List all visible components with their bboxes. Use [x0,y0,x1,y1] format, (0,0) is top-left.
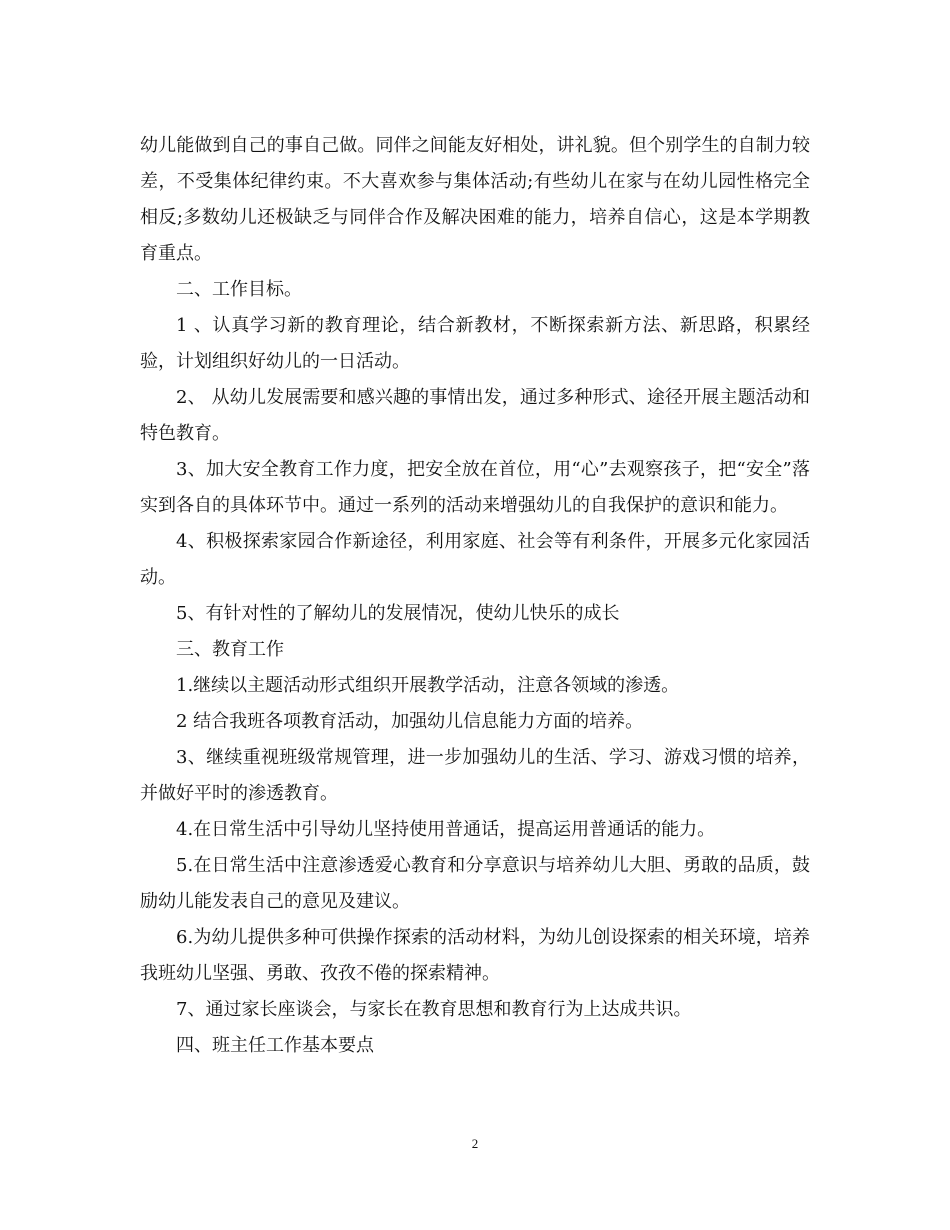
education-item-4: 4.在日常生活中引导幼儿坚持使用普通话，提高运用普通话的能力。 [176,819,716,840]
education-item-6: 6.为幼儿提供多种可供操作探索的活动材料，为幼儿创设探索的相关环境，培养我班幼儿坚强、勇敢、孜孜不倦的探索精神。 [140,927,810,984]
education-item-7: 7、通过家长座谈会，与家长在教育思想和教育行为上达成共识。 [176,999,692,1020]
goal-item-4: 4、积极探索家园合作新途径，利用家庭、社会等有利条件，开展多元化家园活动。 [140,531,810,588]
goal-item-5: 5、有针对性的了解幼儿的发展情况，使幼儿快乐的成长 [176,603,620,624]
education-item-2: 2 结合我班各项教育活动，加强幼儿信息能力方面的培养。 [176,711,644,732]
education-item-1: 1.继续以主题活动形式组织开展教学活动，注意各领域的渗透。 [176,675,680,696]
education-item-3: 3、继续重视班级常规管理，进一步加强幼儿的生活、学习、游戏习惯的培养，并做好平时的渗透教育。 [140,747,810,804]
document-body [140,128,810,1064]
section-heading-education-work: 三、教育工作 [176,639,284,660]
goal-item-3: 3、加大安全教育工作力度，把安全放在首位，用“心”去观察孩子，把“安全”落实到各自的具体环节中。通过一系列的活动来增强幼儿的自我保护的意识和能力。 [140,459,810,516]
page-number: 2 [471,1136,479,1151]
section-heading-work-goals: 二、工作目标。 [176,279,302,300]
goal-item-2: 2、 从幼儿发展需要和感兴趣的事情出发，通过多种形式、途径开展主题活动和特色教育。 [140,387,810,444]
goal-item-1: 1 、认真学习新的教育理论，结合新教材，不断探索新方法、新思路，积累经验，计划组织好幼儿的一日活动。 [140,315,810,372]
section-heading-head-teacher: 四、班主任工作基本要点 [176,1035,374,1056]
paragraph-1: 幼儿能做到自己的事自己做。同伴之间能友好相处，讲礼貌。但个别学生的自制力较差，不受集体纪律约束。不大喜欢参与集体活动;有些幼儿在家与在幼儿园性格完全相反;多数幼儿还极缺乏与同伴合作及解决困难的能力，培养自信心，这是本学期教育重点。 [140,135,810,264]
education-item-5: 5.在日常生活中注意渗透爱心教育和分享意识与培养幼儿大胆、勇敢的品质，鼓励幼儿能发表自己的意见及建议。 [140,855,810,912]
